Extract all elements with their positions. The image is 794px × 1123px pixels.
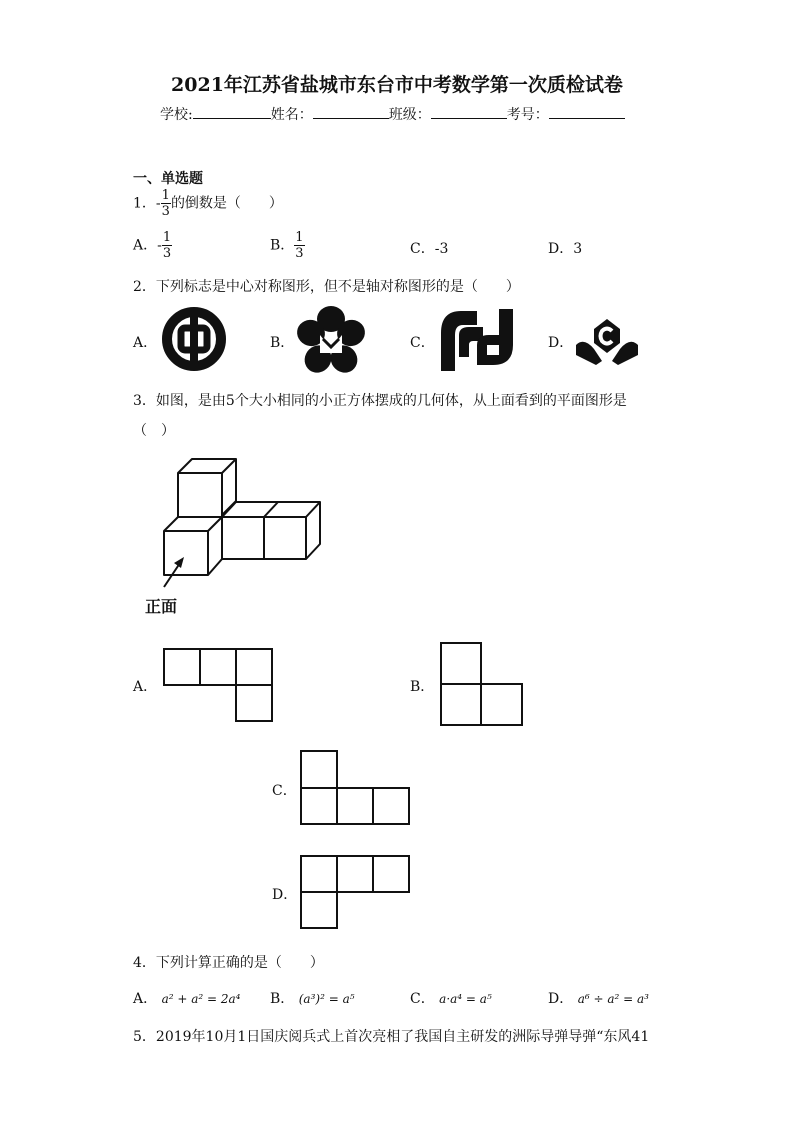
school-label: 学校:	[160, 107, 193, 123]
school-blank[interactable]	[193, 104, 271, 119]
option-value: -3	[434, 241, 449, 257]
option-label: C．	[410, 991, 435, 1007]
question-3-line-2: （ ）	[133, 423, 175, 439]
page-title: 2021年江苏省盐城市东台市中考数学第一次质检试卷	[171, 74, 623, 96]
q2-option-b-label[interactable]: B．	[270, 335, 295, 351]
id-blank[interactable]	[549, 104, 625, 119]
id-label: 考号：	[506, 107, 549, 123]
q3-option-d-label[interactable]: D．	[272, 887, 298, 903]
numerator: 1	[161, 188, 170, 203]
option-expression: (a³)² = a⁵	[298, 992, 355, 1006]
q3-option-d-figure	[300, 855, 412, 931]
q2-option-c-label[interactable]: C．	[410, 335, 435, 351]
q3-option-b-label[interactable]: B．	[410, 679, 435, 695]
option-expression: a·a⁴ = a⁵	[439, 992, 492, 1006]
rural-credit-logo-icon	[574, 315, 640, 367]
option-label: A．	[133, 991, 158, 1007]
student-info-line	[160, 104, 625, 124]
q4-option-c[interactable]	[410, 988, 492, 1008]
q3-option-a-figure	[163, 648, 275, 724]
name-label: 姓名：	[270, 107, 313, 123]
section-title: 一、单选题	[133, 171, 203, 187]
denominator: 3	[295, 246, 304, 261]
name-blank[interactable]	[313, 104, 389, 119]
q3-option-a-label[interactable]: A．	[133, 679, 158, 695]
minus-sign: -	[155, 195, 161, 212]
question-number: 1．	[133, 195, 156, 212]
option-expression: a² + a² = 2a⁴	[161, 992, 241, 1006]
fraction	[161, 188, 171, 219]
question-3-line-1: 3．如图，是由5个大小相同的小正方体摆成的几何体，从上面看到的平面图形是	[133, 393, 627, 409]
bank-of-china-logo-icon	[160, 305, 228, 373]
q4-option-d[interactable]	[548, 988, 649, 1008]
q1-option-b[interactable]	[270, 230, 305, 261]
option-label: D．	[548, 991, 574, 1007]
class-blank[interactable]	[431, 104, 507, 119]
psd-logo-icon	[437, 305, 517, 373]
fraction	[162, 230, 172, 261]
numerator: 1	[295, 230, 304, 245]
minus-sign: -	[157, 237, 162, 254]
q1-option-c[interactable]	[410, 238, 448, 258]
option-label: B．	[270, 237, 295, 254]
q2-option-a-label[interactable]: A．	[133, 335, 158, 351]
option-expression: a⁶ ÷ a² = a³	[577, 992, 649, 1006]
denominator: 3	[162, 246, 172, 261]
question-2: 2．下列标志是中心对称图形，但不是轴对称图形的是（ ）	[133, 279, 520, 295]
front-label: 正面	[145, 597, 178, 616]
question-text: 的倒数是（ ）	[170, 195, 283, 212]
q3-option-b-figure	[440, 642, 526, 728]
q1-option-a[interactable]	[133, 230, 172, 261]
denominator: 3	[161, 204, 170, 219]
question-5: 5．2019年10月1日国庆阅兵式上首次亮相了我国自主研发的洲际导弹导弹“东风41	[133, 1029, 650, 1045]
option-label: B．	[270, 991, 295, 1007]
q3-option-c-label[interactable]: C．	[272, 783, 297, 799]
q1-option-d[interactable]	[548, 238, 582, 258]
q4-option-b[interactable]	[270, 988, 355, 1008]
q2-option-d-label[interactable]: D．	[548, 335, 574, 351]
option-value: 3	[573, 241, 583, 257]
q3-option-c-figure	[300, 750, 412, 826]
option-label: C．	[410, 241, 435, 257]
fraction	[294, 230, 304, 261]
arrow-icon	[160, 555, 190, 589]
question-1	[133, 188, 283, 219]
class-label: 班级：	[388, 107, 431, 123]
question-4: 4．下列计算正确的是（ ）	[133, 955, 324, 971]
flower-logo-icon	[296, 305, 366, 375]
q4-option-a[interactable]	[133, 988, 240, 1008]
option-label: D．	[548, 241, 574, 257]
option-label: A．	[133, 237, 158, 254]
numerator: 1	[162, 230, 172, 245]
